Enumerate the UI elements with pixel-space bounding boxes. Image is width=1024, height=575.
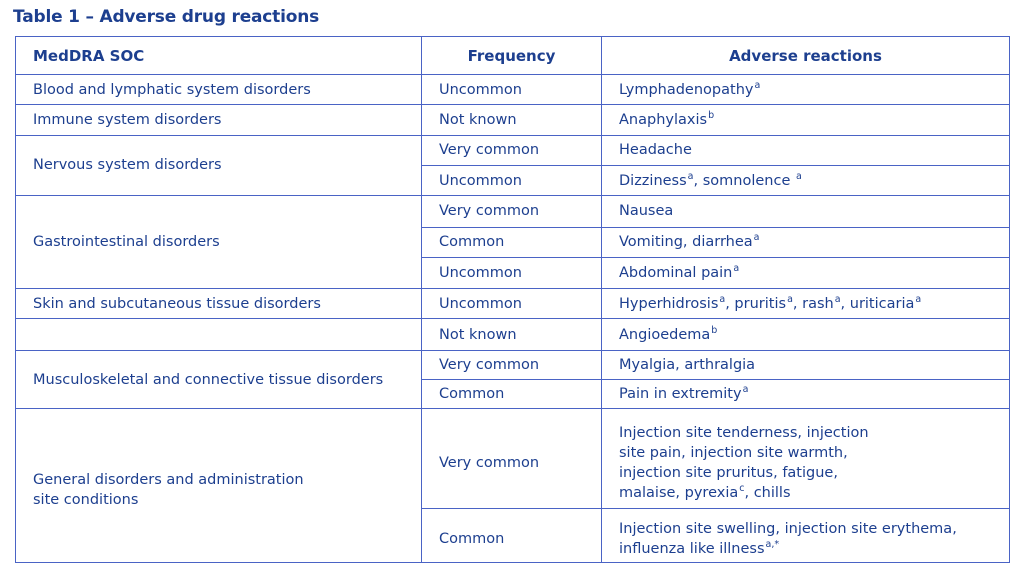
footnote-marker: a,* <box>765 539 780 551</box>
reactions-cell <box>602 409 1010 509</box>
reaction-text: Headache <box>619 142 692 159</box>
footnote-marker: a <box>687 170 694 182</box>
soc-cell: Skin and subcutaneous tissue disorders <box>16 289 422 319</box>
reaction-line <box>619 443 1009 463</box>
footnote-marker: a <box>753 232 760 244</box>
frequency-cell: Uncommon <box>422 257 602 288</box>
soc-cell: Gastrointestinal disorders <box>16 196 422 289</box>
reaction-line <box>619 483 1009 503</box>
reaction-text: site pain, injection site warmth, <box>619 445 848 462</box>
reaction-line <box>619 539 1009 559</box>
frequency-cell: Common <box>422 227 602 257</box>
frequency-cell: Common <box>422 509 602 563</box>
frequency-cell: Uncommon <box>422 75 602 105</box>
reaction-text: Dizziness <box>619 172 687 189</box>
reaction-text: Injection site swelling, injection site erythema, <box>619 521 957 538</box>
soc-cell: Musculoskeletal and connective tissue disorders <box>16 350 422 409</box>
frequency-cell: Uncommon <box>422 165 602 195</box>
reaction-text: , chills <box>744 485 791 502</box>
header-reactions: Adverse reactions <box>602 37 1010 75</box>
soc-cell <box>16 409 422 563</box>
frequency-cell: Not known <box>422 105 602 135</box>
reaction-text: injection site pruritus, fatigue, <box>619 465 838 482</box>
reaction-text: , somnolence <box>693 172 795 189</box>
reactions-cell <box>602 75 1010 105</box>
reactions-cell <box>602 105 1010 135</box>
footnote-marker: a <box>719 293 726 305</box>
reactions-cell <box>602 350 1010 379</box>
footnote-marker: a <box>787 293 793 305</box>
header-row <box>16 37 1010 75</box>
reactions-cell <box>602 509 1010 563</box>
table-row <box>16 105 1010 135</box>
table-row <box>16 289 1010 319</box>
reaction-text: Angioedema <box>619 326 711 343</box>
frequency-cell: Very common <box>422 350 602 379</box>
reactions-cell <box>602 196 1010 227</box>
footnote-marker: c <box>739 483 745 495</box>
footnote-marker: a <box>834 293 841 305</box>
reaction-text: , rash <box>792 295 834 312</box>
footnote-marker: a <box>915 293 922 305</box>
soc-cell: Blood and lymphatic system disorders <box>16 75 422 105</box>
table-row <box>16 135 1010 165</box>
reaction-text: Myalgia, arthralgia <box>619 356 756 373</box>
reaction-line <box>619 423 1009 443</box>
reactions-cell <box>602 227 1010 257</box>
footnote-marker: a <box>733 262 740 274</box>
reactions-cell <box>602 135 1010 165</box>
frequency-cell: Very common <box>422 196 602 227</box>
reaction-line <box>619 463 1009 483</box>
reactions-cell <box>602 380 1010 409</box>
footnote-marker: a <box>795 170 802 182</box>
soc-cell <box>16 319 422 350</box>
frequency-cell: Uncommon <box>422 289 602 319</box>
reaction-text: Pain in extremity <box>619 386 742 403</box>
reactions-cell <box>602 319 1010 350</box>
soc-line: site conditions <box>33 492 139 509</box>
frequency-cell: Very common <box>422 409 602 509</box>
reactions-cell <box>602 289 1010 319</box>
reaction-text: Lymphadenopathy <box>619 81 754 98</box>
table-row <box>16 409 1010 509</box>
header-soc: MedDRA SOC <box>16 37 422 75</box>
table-row <box>16 75 1010 105</box>
footnote-marker: a <box>754 79 761 91</box>
reaction-text: Injection site tenderness, injection <box>619 425 869 442</box>
header-frequency: Frequency <box>422 37 602 75</box>
reactions-cell <box>602 165 1010 195</box>
table-row <box>16 350 1010 379</box>
reaction-line <box>619 519 1009 539</box>
footnote-marker: b <box>708 109 715 121</box>
soc-cell: Nervous system disorders <box>16 135 422 196</box>
reaction-text: malaise, pyrexia <box>619 485 739 502</box>
reaction-text: Abdominal pain <box>619 264 733 281</box>
soc-line: General disorders and administration <box>33 472 304 489</box>
reaction-text: Nausea <box>619 203 674 220</box>
soc-cell: Immune system disorders <box>16 105 422 135</box>
table-row <box>16 319 1010 350</box>
reaction-text: , uriticaria <box>840 295 915 312</box>
frequency-cell: Not known <box>422 319 602 350</box>
reaction-text: Hyperhidrosis <box>619 295 719 312</box>
footnote-marker: b <box>711 324 718 336</box>
reactions-cell <box>602 257 1010 288</box>
frequency-cell: Very common <box>422 135 602 165</box>
reaction-text: Anaphylaxis <box>619 111 708 128</box>
frequency-cell: Common <box>422 380 602 409</box>
table-row <box>16 196 1010 227</box>
reaction-text: , pruritis <box>725 295 787 312</box>
table-title: Table 1 – Adverse drug reactions <box>13 7 320 27</box>
reaction-text: Vomiting, diarrhea <box>619 234 753 251</box>
footnote-marker: a <box>742 384 749 396</box>
reaction-text: influenza like illness <box>619 541 765 558</box>
adverse-reactions-table <box>15 36 1010 563</box>
